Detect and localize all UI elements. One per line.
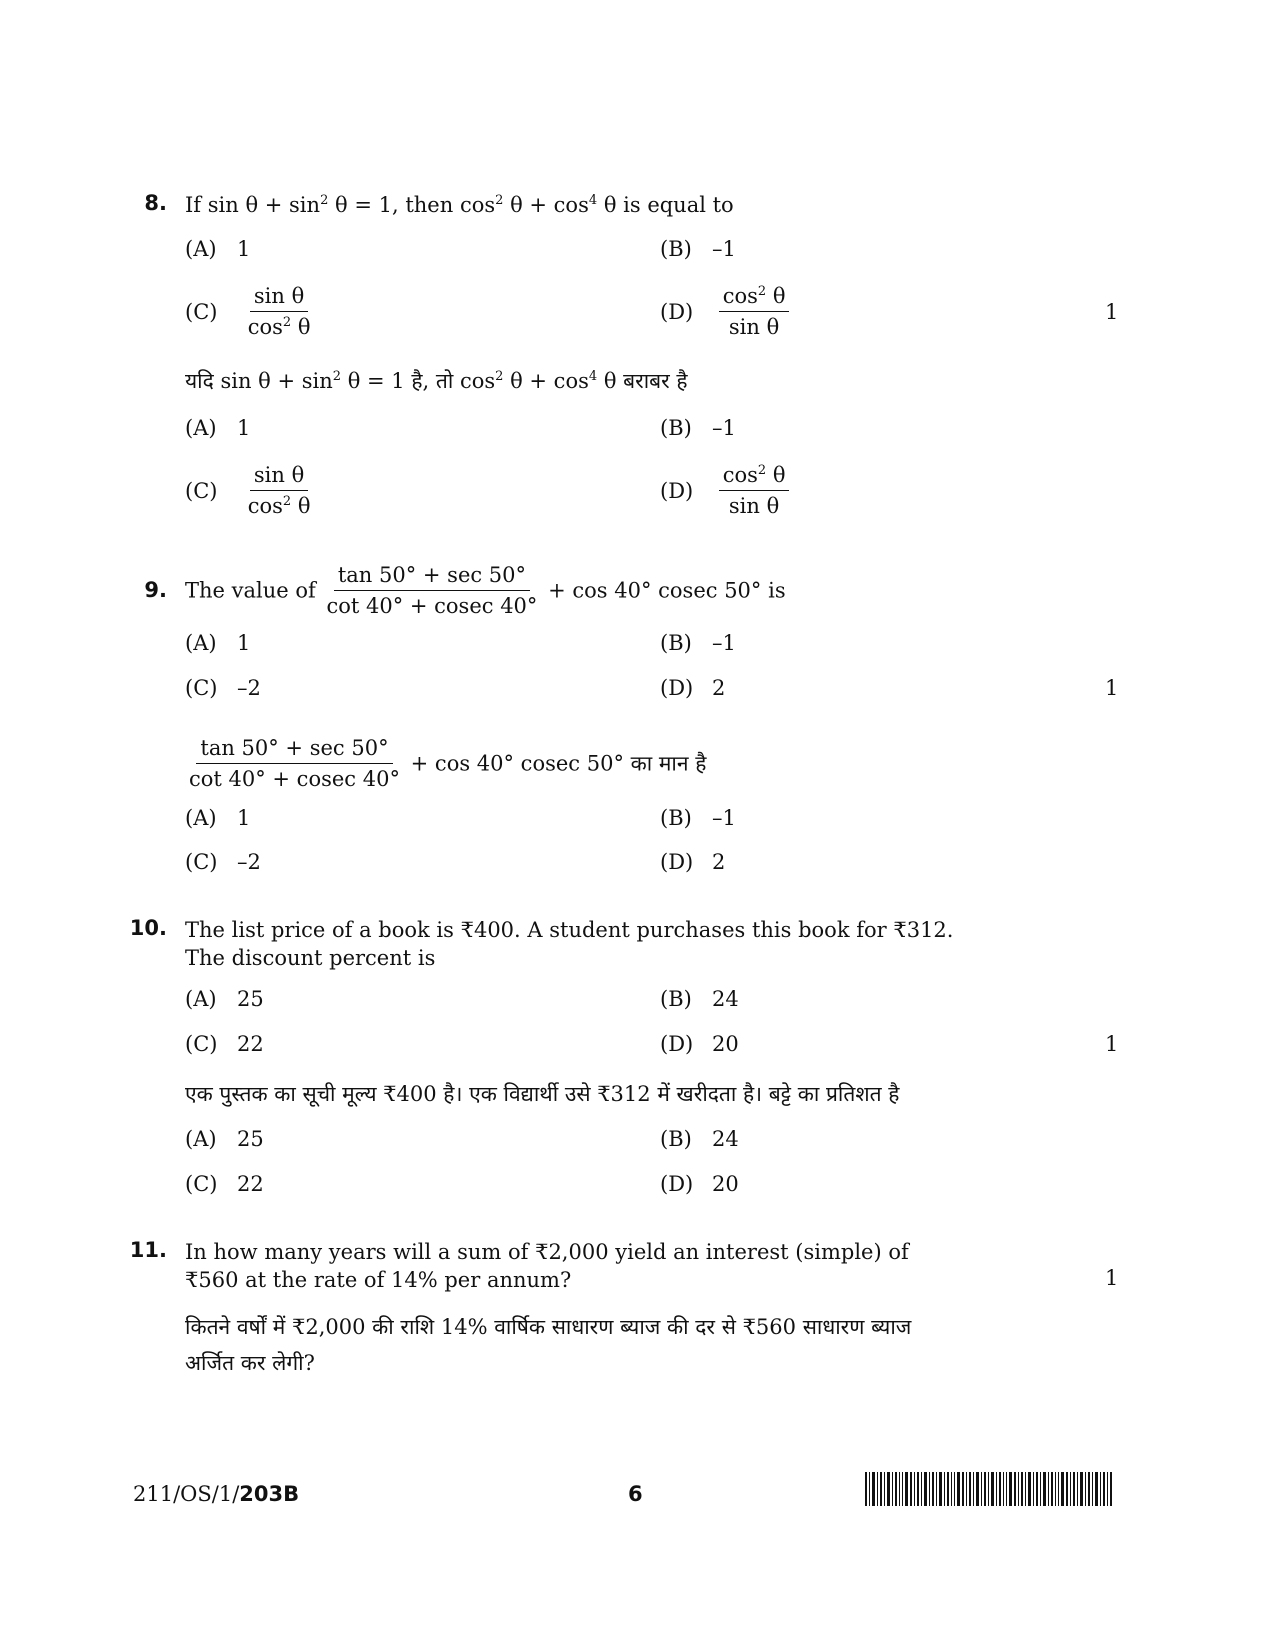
q8-hi-option-a: (A) 1 xyxy=(185,416,251,440)
q8-option-a: (A) 1 xyxy=(185,237,251,261)
q8-option-c: (C) $\frac{\text{sin θ}}{\cos^2 \theta}$ xyxy=(185,284,311,339)
q10-option-b: (B) 24 xyxy=(660,987,739,1011)
q11-text-hi-line1: कितने वर्षों में ₹2,000 की राशि 14% वार्षिक साधारण ब्याज की दर से ₹560 साधारण ब्याज xyxy=(185,1315,912,1339)
page-number: 6 xyxy=(628,1482,643,1506)
q10-text-en-line2: The discount percent is xyxy=(185,946,436,970)
q9-marks: 1 xyxy=(1105,676,1119,700)
q10-option-d: (D) 20 xyxy=(660,1032,739,1056)
q8-text-en: If $\sin \theta + \sin^2 \theta = 1$, then $\cos^2 \theta + \cos^4 \theta$ is equal to xyxy=(185,193,734,217)
q10-text-hi: एक पुस्तक का सूची मूल्य ₹400 है। एक विद्यार्थी उसे ₹312 में खरीदता है। बट्टे का प्रतिशत है xyxy=(185,1082,900,1106)
q9-number: 9. xyxy=(144,578,167,602)
q10-hi-option-b: (B) 24 xyxy=(660,1127,739,1151)
q8-marks: 1 xyxy=(1105,300,1119,324)
q11-number: 11. xyxy=(129,1238,167,1262)
q10-number: 10. xyxy=(129,916,167,940)
q11-text-en-line2: ₹560 at the rate of 14% per annum? xyxy=(185,1268,572,1292)
q9-option-b: (B) –1 xyxy=(660,631,736,655)
q9-hi-option-a: (A) 1 xyxy=(185,806,251,830)
q10-marks: 1 xyxy=(1105,1032,1119,1056)
q9-option-a: (A) 1 xyxy=(185,631,251,655)
q8-hi-option-b: (B) –1 xyxy=(660,416,736,440)
barcode-icon xyxy=(865,1472,1112,1506)
q9-option-d: (D) 2 xyxy=(660,676,726,700)
q10-hi-option-a: (A) 25 xyxy=(185,1127,264,1151)
q8-hi-option-c: (C) $\frac{\text{sin θ}}{\cos^2 \theta}$ xyxy=(185,463,311,518)
q10-hi-option-c: (C) 22 xyxy=(185,1172,264,1196)
q9-text-hi: $\frac{\tan 50^\circ + \sec 50^\circ}{\cot 40^\circ + cosec 40^\circ}$ + cos 40° cosec 50° का मान है xyxy=(189,736,707,791)
q8-text-hi: यदि $\sin \theta + \sin^2 \theta = 1$ है, तो $\cos^2 \theta + \cos^4 \theta$ बराबर है xyxy=(185,369,688,393)
q9-hi-option-c: (C) –2 xyxy=(185,850,261,874)
q8-hi-option-d: (D) $\frac{\cos^2 \theta}{\text{sin θ}}$ xyxy=(660,462,789,519)
q10-option-a: (A) 25 xyxy=(185,987,264,1011)
q9-hi-option-b: (B) –1 xyxy=(660,806,736,830)
q11-text-hi-line2: अर्जित कर लेगी? xyxy=(185,1351,315,1375)
q11-text-en-line1: In how many years will a sum of ₹2,000 yield an interest (simple) of xyxy=(185,1240,909,1264)
q8-option-d: (D) $\frac{\cos^2 \theta}{\text{sin θ}}$ xyxy=(660,283,789,340)
q9-text-en: The value of $\frac{\tan 50^\circ + \sec 50^\circ}{\cot 40^\circ + cosec 40^\circ}$ + cos 40° cosec 50° is xyxy=(185,563,786,618)
paper-code: 211/OS/1/203B xyxy=(133,1482,300,1506)
q10-hi-option-d: (D) 20 xyxy=(660,1172,739,1196)
q10-text-en-line1: The list price of a book is ₹400. A student purchases this book for ₹312. xyxy=(185,918,954,942)
q9-hi-option-d: (D) 2 xyxy=(660,850,726,874)
q10-option-c: (C) 22 xyxy=(185,1032,264,1056)
q8-number: 8. xyxy=(144,191,167,215)
q11-marks: 1 xyxy=(1105,1266,1119,1290)
q8-option-b: (B) –1 xyxy=(660,237,736,261)
q9-option-c: (C) –2 xyxy=(185,676,261,700)
